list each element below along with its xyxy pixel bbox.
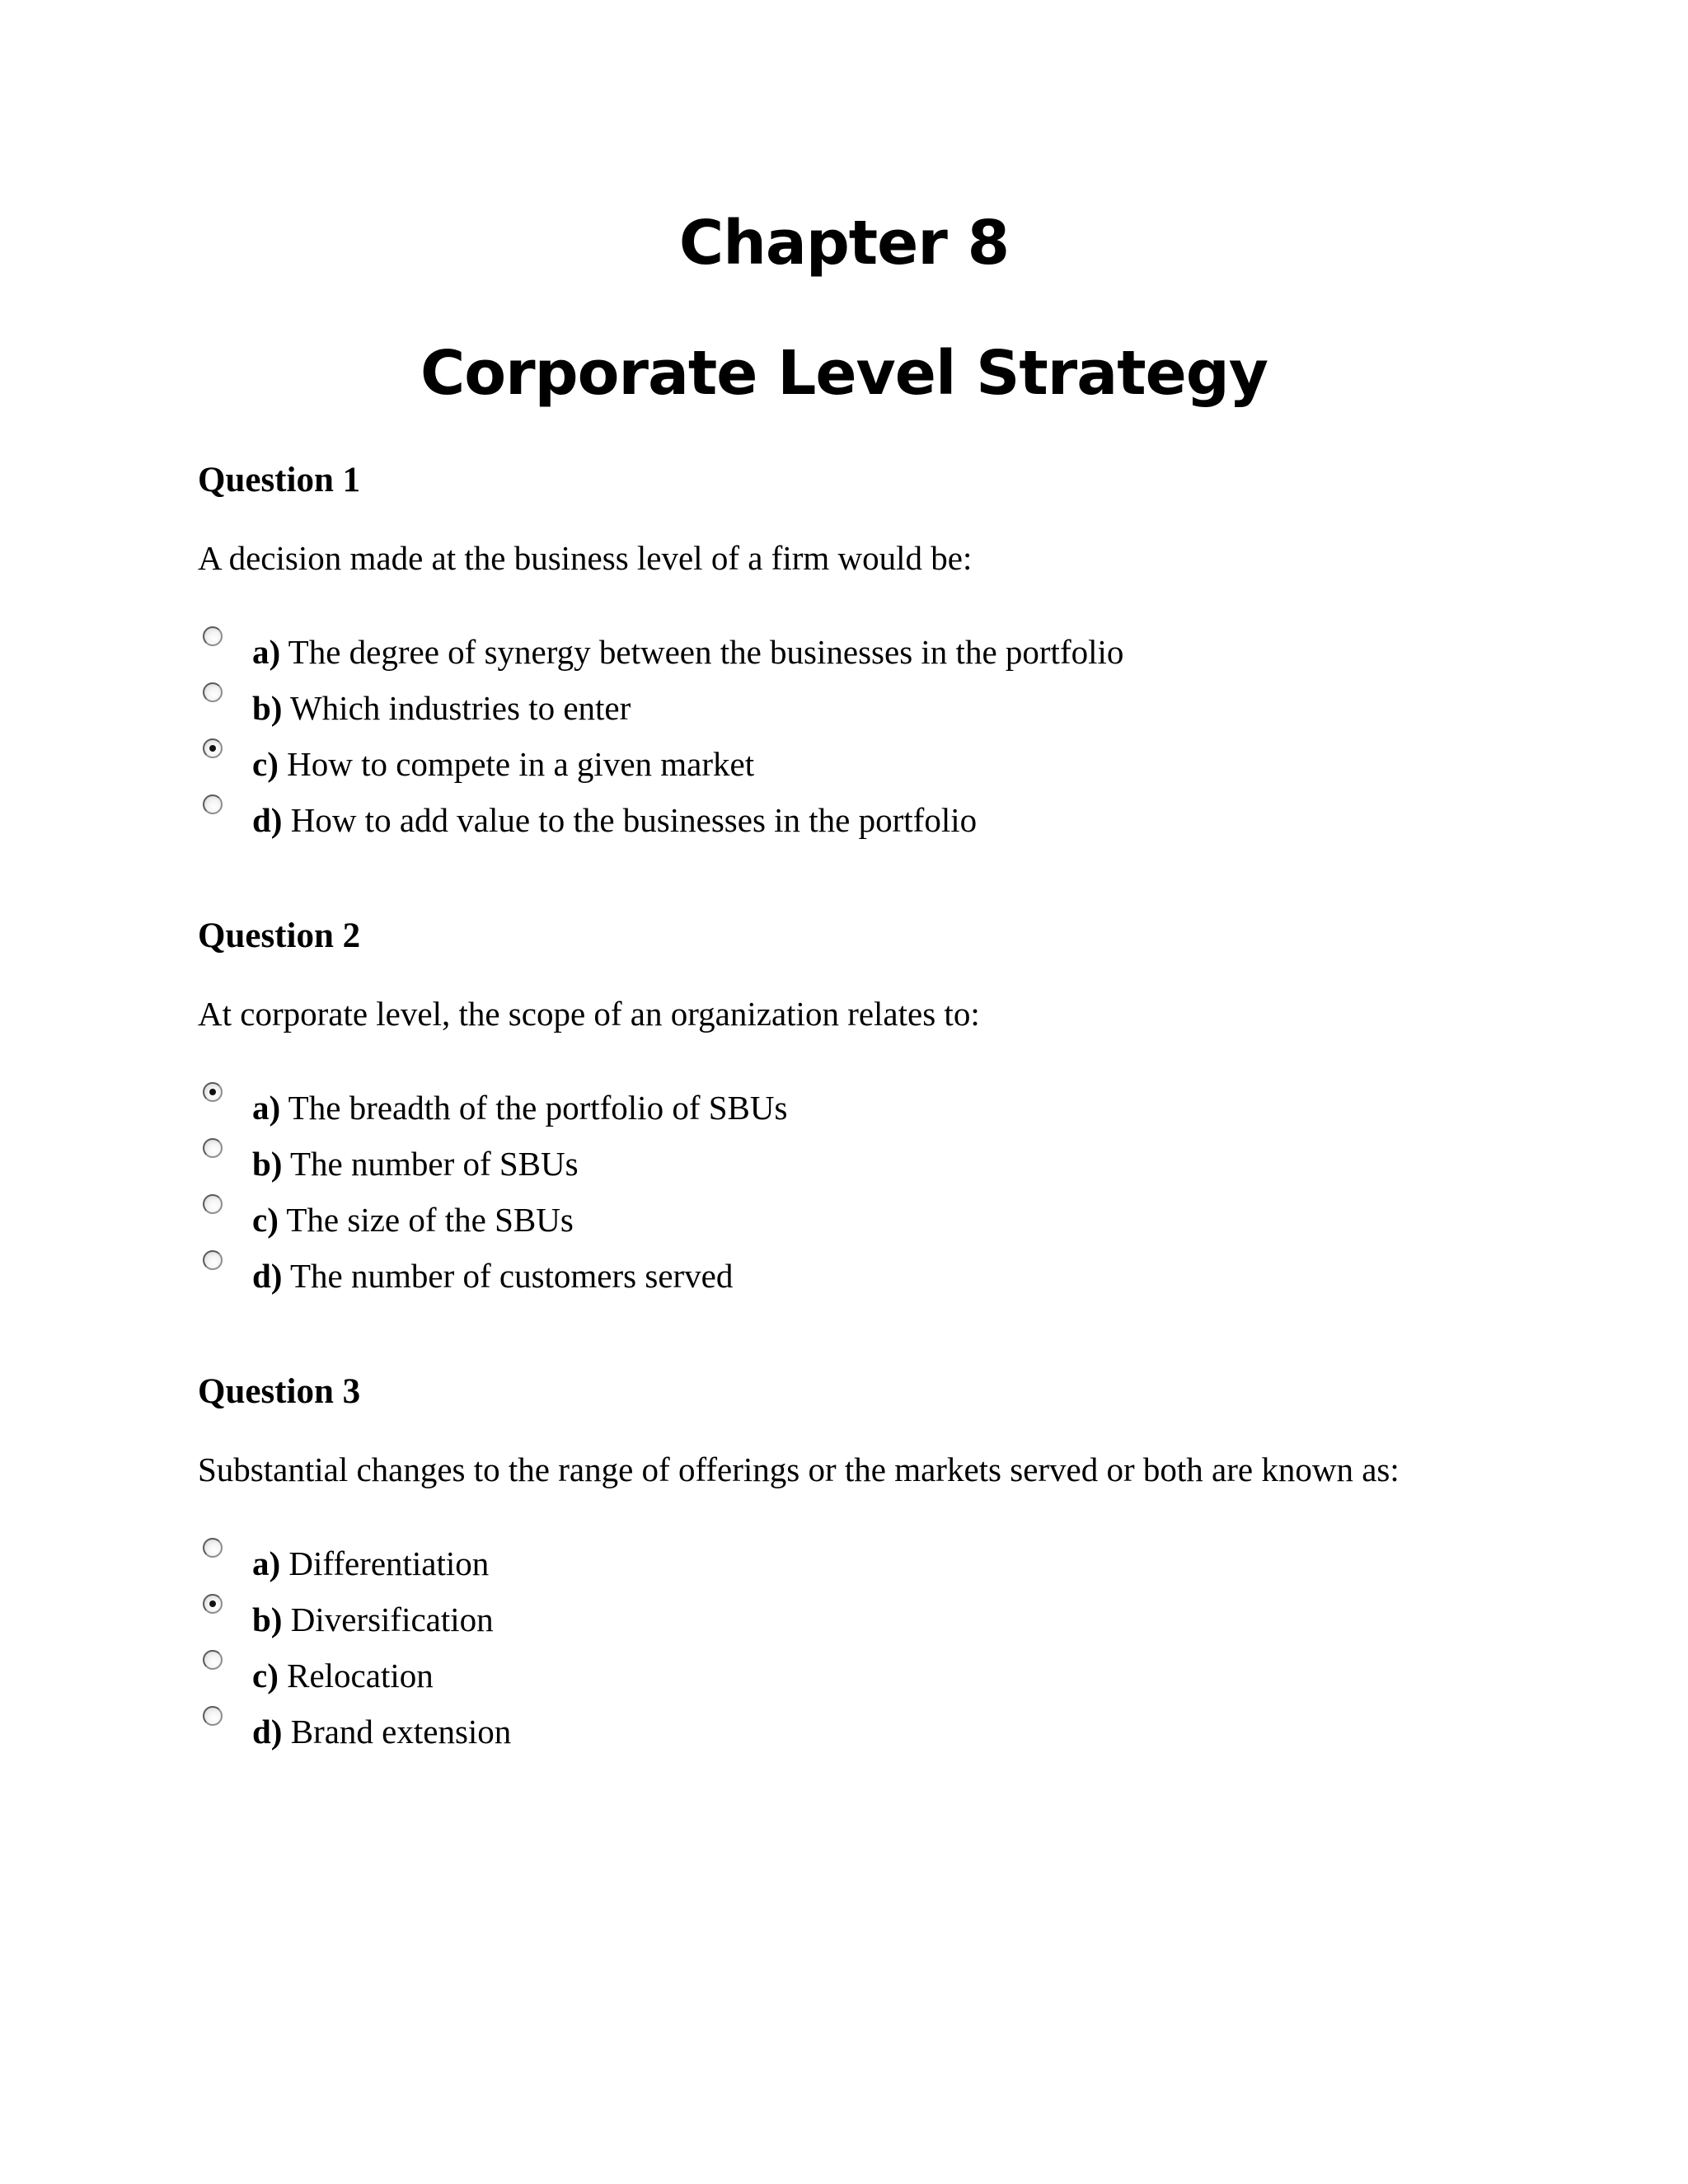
option-letter: d)	[252, 801, 283, 839]
option-label	[252, 1655, 434, 1696]
option-text: The degree of synergy between the businesses in the portfolio	[288, 633, 1124, 671]
option-label	[252, 1599, 494, 1640]
option-text: How to add value to the businesses in the portfolio	[290, 801, 978, 839]
question-heading: Question 3	[198, 1372, 361, 1411]
radio-button[interactable]	[203, 1650, 223, 1670]
option-label	[252, 1087, 787, 1128]
radio-dot-icon	[209, 1089, 216, 1095]
answer-option-d[interactable]	[198, 1706, 1517, 1762]
answer-option-a[interactable]	[198, 1082, 1517, 1138]
option-letter: b)	[252, 1601, 283, 1638]
option-letter: a)	[252, 1544, 281, 1582]
option-text: The number of customers served	[289, 1257, 734, 1295]
radio-button[interactable]	[203, 738, 223, 758]
answer-option-b[interactable]	[198, 682, 1517, 738]
option-label	[252, 743, 754, 785]
answer-option-d[interactable]	[198, 794, 1517, 851]
radio-button[interactable]	[203, 1706, 223, 1726]
radio-button[interactable]	[203, 1538, 223, 1558]
radio-button[interactable]	[203, 1194, 223, 1214]
radio-button[interactable]	[203, 626, 223, 646]
option-text: Differentiation	[288, 1544, 490, 1582]
answer-option-a[interactable]	[198, 1538, 1517, 1594]
question-text: A decision made at the business level of a firm would be:	[198, 539, 973, 577]
option-label	[252, 1543, 489, 1584]
option-letter: c)	[252, 1201, 279, 1239]
option-letter: c)	[252, 745, 279, 783]
option-letter: b)	[252, 1145, 283, 1183]
answer-option-d[interactable]	[198, 1250, 1517, 1306]
option-text: The number of SBUs	[289, 1145, 579, 1183]
option-letter: c)	[252, 1657, 279, 1694]
option-text: Which industries to enter	[289, 689, 631, 727]
answer-option-a[interactable]	[198, 626, 1517, 682]
option-label	[252, 687, 631, 729]
option-letter: d)	[252, 1713, 283, 1750]
question-text: Substantial changes to the range of offerings or the markets served or both are known as:	[198, 1451, 1400, 1488]
option-label	[252, 1199, 574, 1240]
radio-button[interactable]	[203, 682, 223, 702]
option-text: Relocation	[287, 1657, 434, 1694]
radio-dot-icon	[209, 1601, 216, 1607]
question-heading: Question 1	[198, 461, 361, 499]
answer-option-b[interactable]	[198, 1138, 1517, 1194]
option-letter: b)	[252, 689, 283, 727]
option-text: How to compete in a given market	[287, 745, 755, 783]
radio-button[interactable]	[203, 794, 223, 814]
option-text: The breadth of the portfolio of SBUs	[288, 1089, 788, 1127]
option-letter: d)	[252, 1257, 283, 1295]
option-text: Brand extension	[290, 1713, 512, 1750]
option-label	[252, 1255, 733, 1296]
question-heading: Question 2	[198, 916, 361, 955]
option-text: Diversification	[290, 1601, 494, 1638]
answer-option-c[interactable]	[198, 1650, 1517, 1706]
option-label	[252, 631, 1123, 673]
radio-button[interactable]	[203, 1594, 223, 1614]
answer-option-c[interactable]	[198, 738, 1517, 794]
answer-option-c[interactable]	[198, 1194, 1517, 1250]
option-text: The size of the SBUs	[286, 1201, 574, 1239]
chapter-title: Chapter 8	[678, 208, 1010, 279]
radio-dot-icon	[209, 745, 216, 752]
radio-button[interactable]	[203, 1250, 223, 1270]
question-text: At corporate level, the scope of an organization relates to:	[198, 995, 980, 1033]
option-letter: a)	[252, 1089, 281, 1127]
option-letter: a)	[252, 633, 281, 671]
option-label	[252, 799, 977, 841]
option-label	[252, 1711, 511, 1752]
radio-button[interactable]	[203, 1082, 223, 1102]
chapter-subtitle: Corporate Level Strategy	[420, 338, 1268, 409]
answer-option-b[interactable]	[198, 1594, 1517, 1650]
option-label	[252, 1143, 579, 1184]
radio-button[interactable]	[203, 1138, 223, 1158]
